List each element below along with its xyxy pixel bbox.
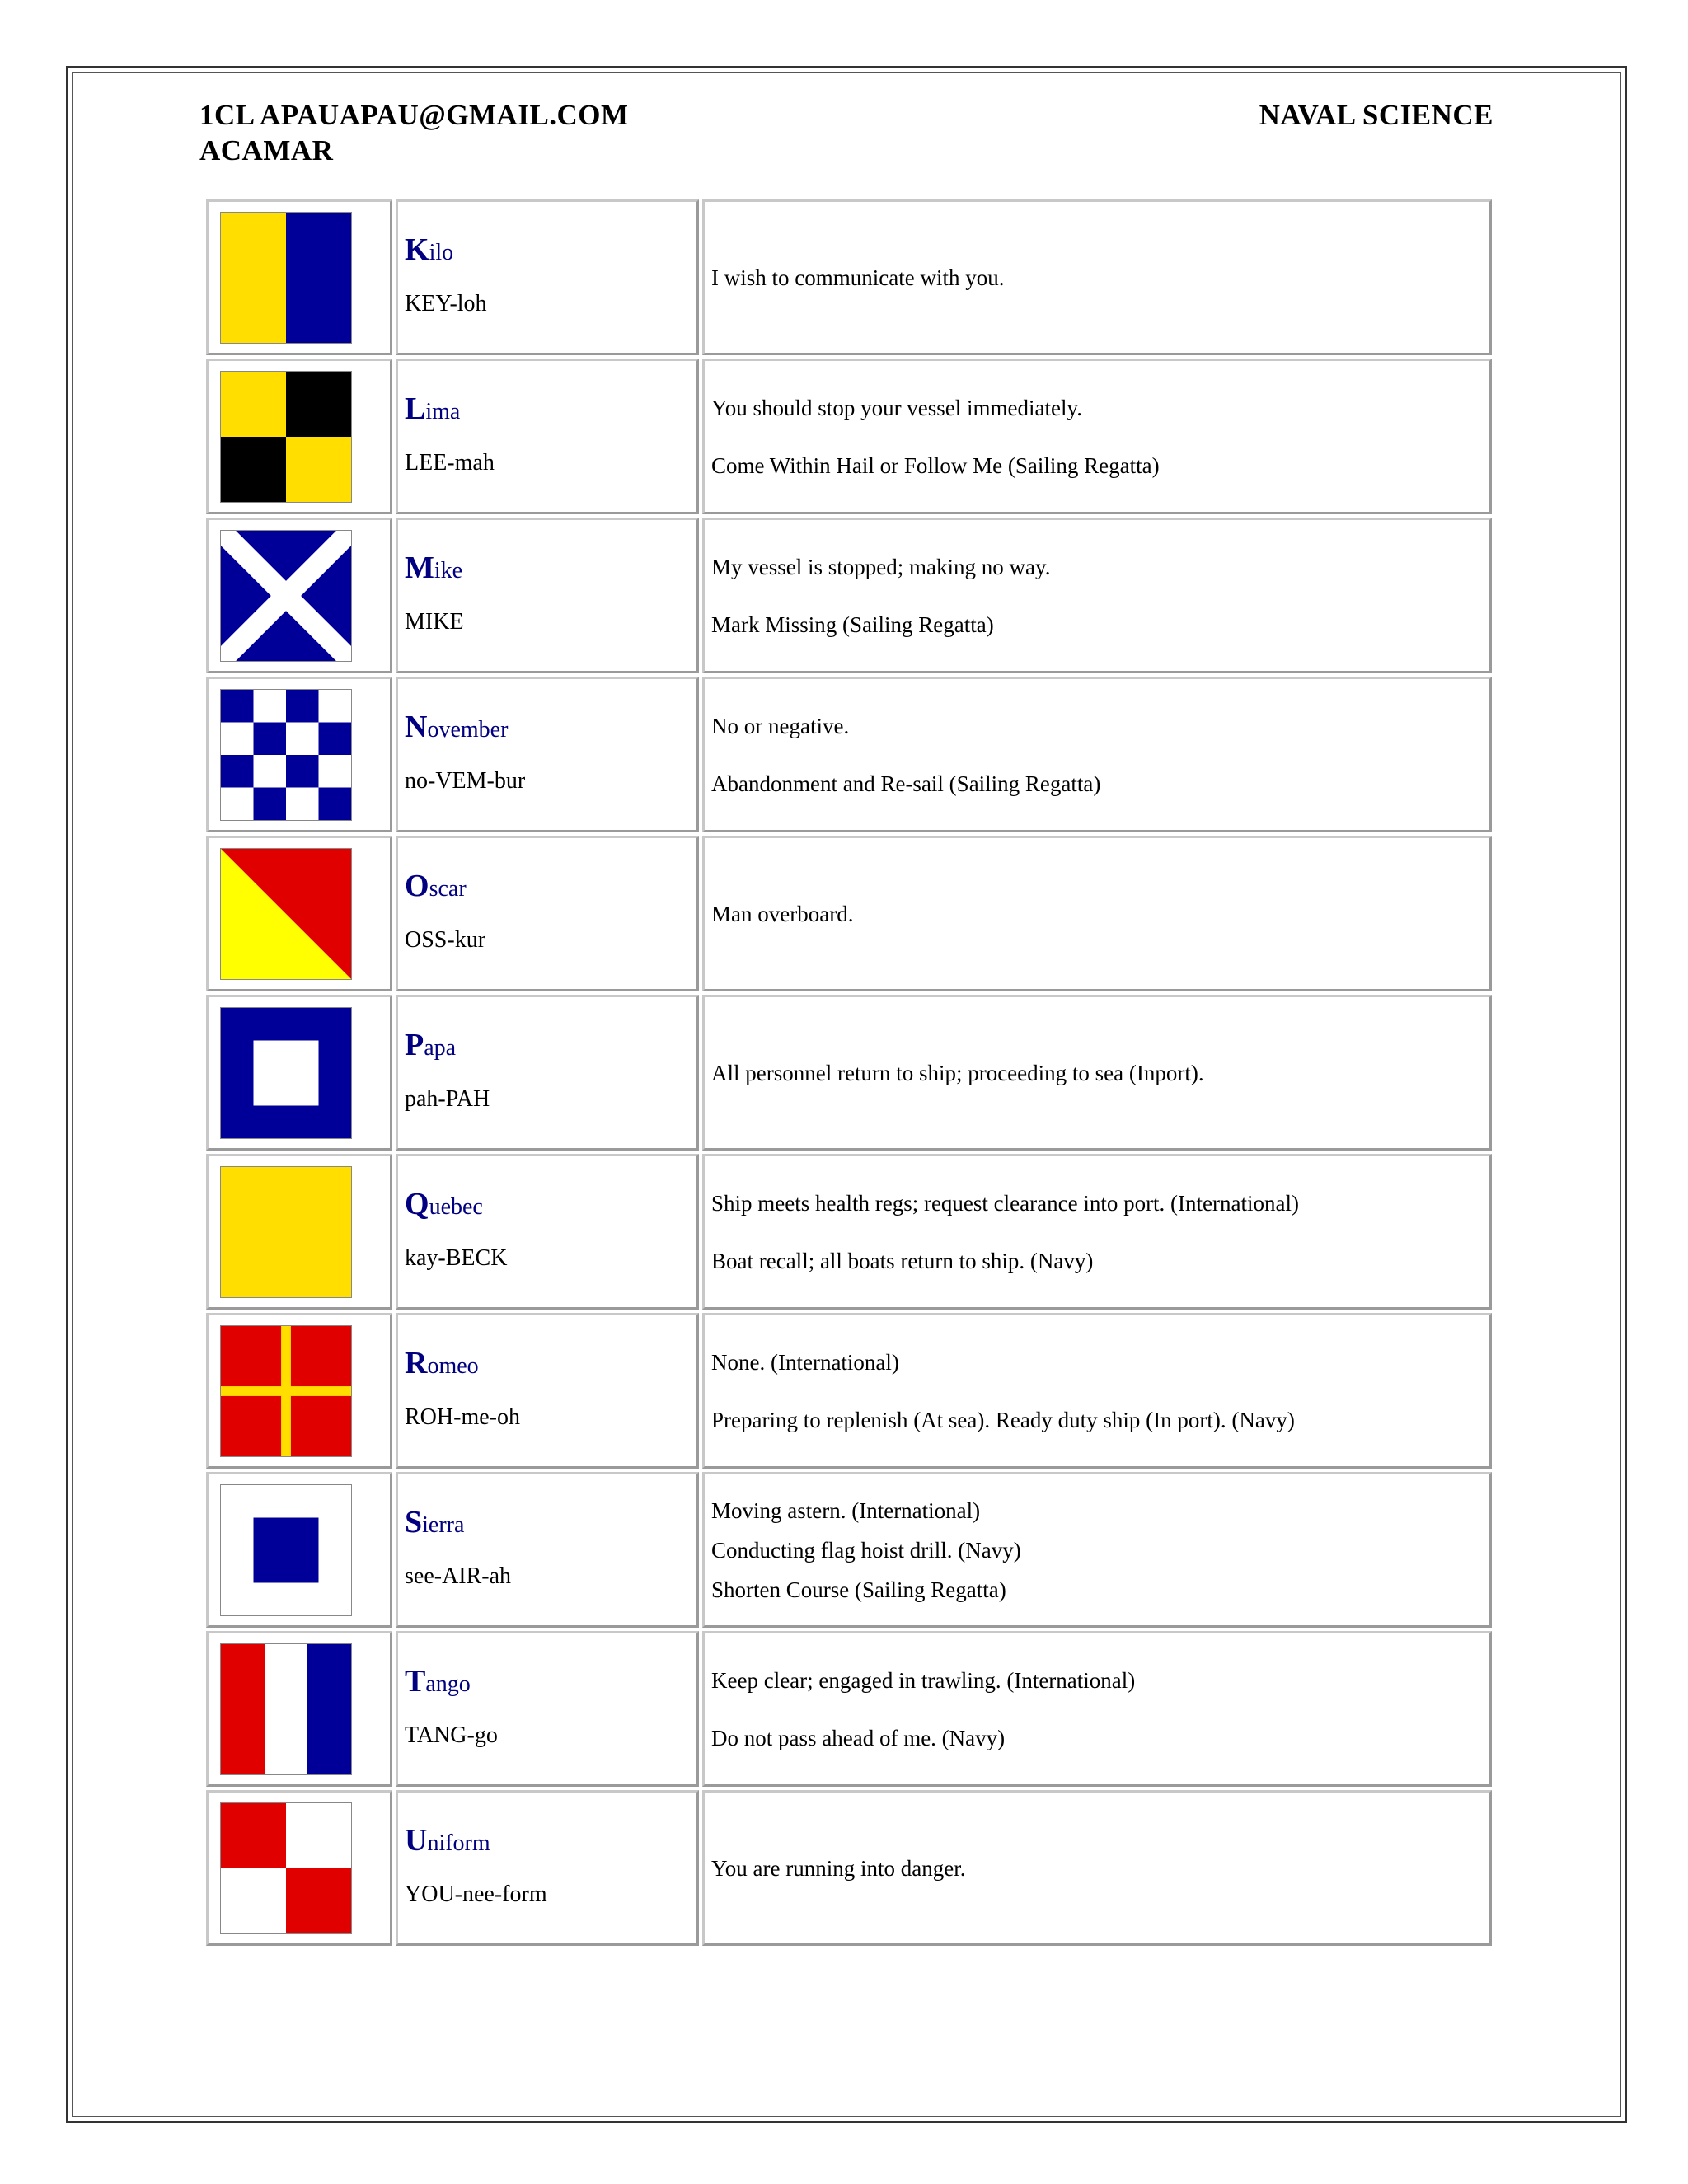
meaning-text: Boat recall; all boats return to ship. (Navy) bbox=[711, 1248, 1094, 1273]
meaning-text: Preparing to replenish (At sea). Ready duty ship (In port). (Navy) bbox=[711, 1407, 1295, 1432]
name-cell bbox=[396, 1472, 699, 1628]
meaning-text: Ship meets health regs; request clearance into port. (International) bbox=[711, 1190, 1299, 1216]
meaning-text: Moving astern. (International) bbox=[711, 1497, 981, 1523]
flag-name: Oscar bbox=[405, 869, 467, 903]
pronunciation: kay-BECK bbox=[405, 1245, 508, 1271]
table-row bbox=[204, 1629, 1493, 1788]
flag-cell bbox=[206, 199, 392, 355]
pronunciation: OSS-kur bbox=[405, 927, 486, 953]
papa-flag-icon bbox=[220, 1007, 352, 1139]
meaning-cell bbox=[702, 1313, 1492, 1469]
flag-cell bbox=[206, 359, 392, 514]
name-cell bbox=[396, 1631, 699, 1787]
name-cell bbox=[396, 1790, 699, 1946]
meaning-text: You are running into danger. bbox=[711, 1855, 966, 1881]
kilo-flag-icon bbox=[220, 212, 352, 344]
november-flag-icon bbox=[220, 689, 352, 821]
meaning-text: No or negative. bbox=[711, 713, 850, 738]
table-row bbox=[204, 675, 1493, 834]
header-title: NAVAL SCIENCE bbox=[1259, 99, 1493, 131]
flag-cell bbox=[206, 518, 392, 673]
table-row bbox=[204, 1788, 1493, 1947]
flag-name: Quebec bbox=[405, 1187, 483, 1221]
table-row bbox=[204, 1470, 1493, 1629]
flag-name: Tango bbox=[405, 1664, 471, 1699]
pronunciation: MIKE bbox=[405, 609, 464, 635]
quebec-flag-icon bbox=[220, 1166, 352, 1298]
name-cell bbox=[396, 199, 699, 355]
flag-name: Kilo bbox=[405, 232, 454, 267]
meaning-text: Conducting flag hoist drill. (Navy) bbox=[711, 1537, 1021, 1563]
flag-table bbox=[204, 198, 1493, 1947]
tango-flag-icon bbox=[220, 1643, 352, 1775]
meaning-text: Do not pass ahead of me. (Navy) bbox=[711, 1725, 1006, 1750]
pronunciation: no-VEM-bur bbox=[405, 768, 526, 794]
meaning-text: Keep clear; engaged in trawling. (International) bbox=[711, 1667, 1136, 1693]
flag-cell bbox=[206, 1790, 392, 1946]
name-cell bbox=[396, 518, 699, 673]
uniform-flag-icon bbox=[220, 1802, 352, 1934]
table-row bbox=[204, 198, 1493, 357]
name-cell bbox=[396, 1313, 699, 1469]
name-cell bbox=[396, 359, 699, 514]
flag-cell bbox=[206, 995, 392, 1151]
flag-name: Lima bbox=[405, 391, 461, 426]
table-row bbox=[204, 516, 1493, 675]
meaning-cell bbox=[702, 1472, 1492, 1628]
flag-name: November bbox=[405, 710, 509, 744]
meaning-text: Shorten Course (Sailing Regatta) bbox=[711, 1577, 1006, 1602]
pronunciation: see-AIR-ah bbox=[405, 1563, 512, 1589]
header-email: 1CL APAUAPAU@GMAIL.COM bbox=[199, 99, 629, 131]
meaning-cell bbox=[702, 518, 1492, 673]
table-row bbox=[204, 993, 1493, 1152]
flag-cell bbox=[206, 1313, 392, 1469]
flag-name: Sierra bbox=[405, 1505, 465, 1540]
meaning-cell bbox=[702, 1790, 1492, 1946]
flag-cell bbox=[206, 1631, 392, 1787]
pronunciation: pah-PAH bbox=[405, 1086, 490, 1112]
flag-name: Romeo bbox=[405, 1346, 479, 1380]
oscar-flag-icon bbox=[220, 848, 352, 980]
meaning-cell bbox=[702, 1631, 1492, 1787]
name-cell bbox=[396, 995, 699, 1151]
meaning-cell bbox=[702, 359, 1492, 514]
flag-name: Papa bbox=[405, 1028, 457, 1062]
sierra-flag-icon bbox=[220, 1484, 352, 1616]
flag-cell bbox=[206, 677, 392, 832]
flag-cell bbox=[206, 836, 392, 991]
mike-flag-icon bbox=[220, 530, 352, 662]
meaning-text: All personnel return to ship; proceeding to sea (Inport). bbox=[711, 1060, 1204, 1085]
meaning-text: Abandonment and Re-sail (Sailing Regatta) bbox=[711, 771, 1101, 796]
romeo-flag-icon bbox=[220, 1325, 352, 1457]
meaning-cell bbox=[702, 677, 1492, 832]
name-cell bbox=[396, 1154, 699, 1310]
flag-name: Uniform bbox=[405, 1823, 490, 1858]
table-row bbox=[204, 357, 1493, 516]
flag-cell bbox=[206, 1472, 392, 1628]
lima-flag-icon bbox=[220, 371, 352, 503]
meaning-cell bbox=[702, 1154, 1492, 1310]
name-cell bbox=[396, 677, 699, 832]
pronunciation: YOU-nee-form bbox=[405, 1882, 547, 1907]
meaning-cell bbox=[702, 836, 1492, 991]
pronunciation: KEY-loh bbox=[405, 291, 487, 316]
header-left bbox=[199, 97, 629, 168]
meaning-cell bbox=[702, 199, 1492, 355]
meaning-text: My vessel is stopped; making no way. bbox=[711, 554, 1051, 579]
table-row bbox=[204, 1152, 1493, 1311]
table-row bbox=[204, 1311, 1493, 1470]
meaning-text: Man overboard. bbox=[711, 901, 854, 926]
meaning-cell bbox=[702, 995, 1492, 1151]
meaning-text: I wish to communicate with you. bbox=[711, 265, 1005, 290]
pronunciation: LEE-mah bbox=[405, 450, 495, 476]
flag-name: Mike bbox=[405, 551, 463, 585]
pronunciation: ROH-me-oh bbox=[405, 1404, 520, 1430]
name-cell bbox=[396, 836, 699, 991]
pronunciation: TANG-go bbox=[405, 1722, 498, 1748]
meaning-text: Mark Missing (Sailing Regatta) bbox=[711, 612, 994, 637]
meaning-text: Come Within Hail or Follow Me (Sailing Regatta) bbox=[711, 452, 1160, 478]
flag-cell bbox=[206, 1154, 392, 1310]
meaning-text: You should stop your vessel immediately. bbox=[711, 395, 1082, 420]
meaning-text: None. (International) bbox=[711, 1349, 899, 1375]
table-row bbox=[204, 834, 1493, 993]
header-name: ACAMAR bbox=[199, 134, 334, 166]
